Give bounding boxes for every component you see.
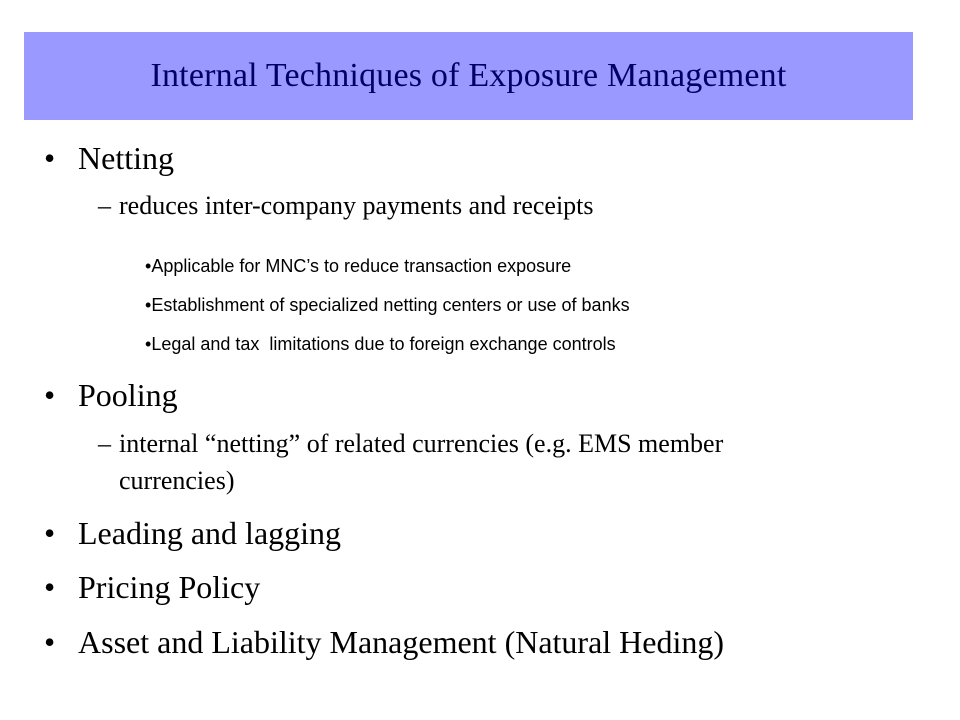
netting-detail [145,334,616,355]
netting-detail [145,256,571,277]
detail-text: Legal and tax limitations due to foreign exchange controls [151,334,616,354]
bullet-pricing-policy: Pricing Policy [78,569,261,605]
detail-text: Establishment of specialized netting centers or use of banks [151,295,630,315]
bullet-asset-liability: Asset and Liability Management (Natural Heding) [78,624,725,660]
bullet-dot: • [44,515,56,551]
bullet-dot: • [44,569,56,605]
pooling-subpoint-line2: currencies) [119,466,235,495]
bullet-dot: • [44,624,56,660]
small-bullet: • [145,295,152,315]
bullet-dot: • [44,377,56,413]
small-bullet: • [145,256,152,276]
detail-text: Applicable for MNC’s to reduce transaction exposure [151,256,572,276]
netting-subpoint: reduces inter-company payments and receipts [119,191,594,220]
bullet-netting: Netting [78,140,174,176]
dash-glyph: – [98,191,111,220]
small-bullet: • [145,334,152,354]
title-banner [24,32,913,120]
netting-detail [145,295,630,316]
bullet-pooling: Pooling [78,377,178,413]
dash-glyph: – [98,429,111,458]
bullet-leading-lagging: Leading and lagging [78,515,342,551]
slide-title: Internal Techniques of Exposure Management [150,57,787,94]
bullet-dot: • [44,140,56,176]
pooling-subpoint-line1: internal “netting” of related currencies (e.g. EMS member [119,429,724,458]
